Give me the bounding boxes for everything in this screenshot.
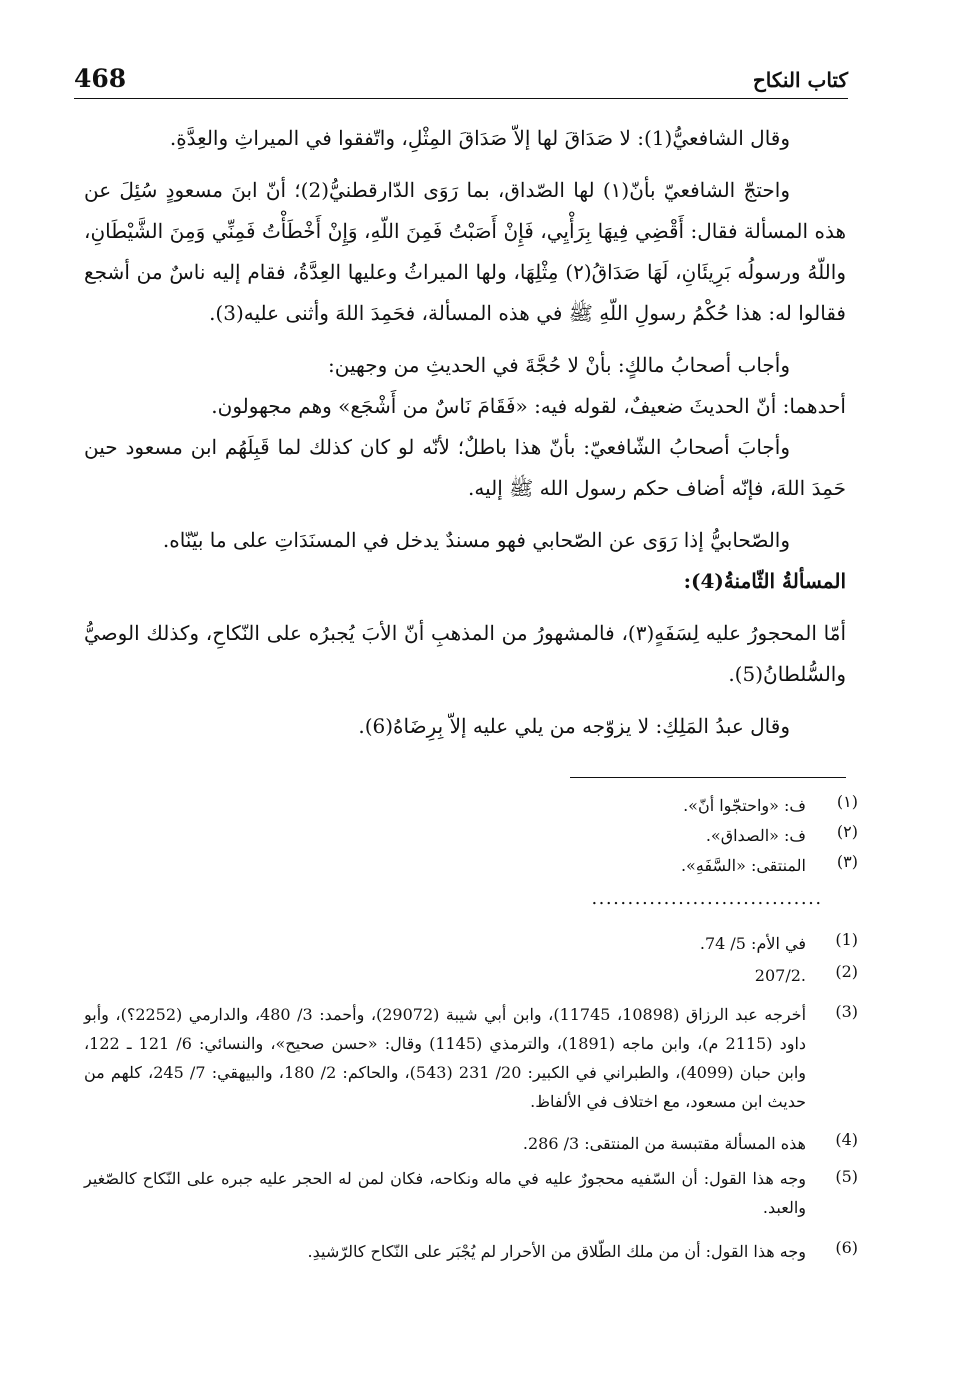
- footnote-separator-dots: ................................: [591, 888, 823, 909]
- paragraph-shafii-argument: واحتجّ الشافعيّ بأنّ(١) لها الصّداق، بما رَوَى الدّارقطنيُّ(2)؛ أنّ ابنَ مسعودٍ سُئِلَ عن هذه المسألة فقال: أَقْضِي فِيهَا بِرَأْيِي، فَإِنْ أَصَبْتُ فَمِنَ اللّهِ، وَإِنْ أَخْطَأْتُ فَمِنِّي وَمِنَ الشَّيْطَانِ، واللّهُ ورسولُه بَرِيئَانِ، لَهَا صَدَاقُ(٢) مِثْلِهَا، ولها الميراثُ وعليها العِدَّةُ، فقام إليه ناسٌ من أشجع فقالوا له: هذا حُكْمُ رسولِ اللّهِ ﷺ في هذه المسألة، فحَمِدَ اللهَ وأثنى عليه(3).: [84, 178, 846, 325]
- running-header: [74, 62, 848, 100]
- paragraph-guardianship: أمّا المحجورُ عليه لِسَفَهٍ(٣)، فالمشهورُ من المذهبِ أنّ الأبَ يُجبرُه على النّكاحِ، وكذلك الوصيُّ والسُّلطانُ(5).: [84, 621, 847, 686]
- source-footnote: وجه هذا القول: أن السّفيه محجورٌ عليه في ماله ونكاحه، فكان لمن له الحجر عليه جبره على النّكاح كالصّغير والعبد.: [84, 1169, 807, 1217]
- variant-footnote: ف: «الصداق».: [705, 826, 806, 845]
- main-text: [84, 118, 846, 747]
- footnote-rule: [570, 777, 846, 778]
- source-footnote-number: (3): [835, 1002, 858, 1021]
- source-footnote: هذه المسألة مقتبسة من المنتقى: 3/ 286.: [522, 1134, 806, 1153]
- variant-footnote: المنتقى: «السَّفَهِ».: [680, 856, 806, 875]
- section-heading: المسألةُ الثّامنةُ(4):: [683, 569, 846, 593]
- source-footnote: 207/2.: [754, 966, 806, 985]
- variant-footnote-number: (٢): [836, 822, 858, 841]
- book-title: كتاب النكاح: [752, 68, 848, 92]
- variant-footnote-number: (١): [836, 792, 858, 811]
- variant-footnote-number: (٣): [836, 852, 858, 871]
- source-footnote: وجه هذا القول: أن من ملك الطّلاق من الأحرار لم يُجْبَر على النّكاح كالرّشيدِ.: [307, 1242, 806, 1261]
- paragraph-first-reason: أحدهما: أنّ الحديثَ ضعيفٌ، لقوله فيه: «فَقَامَ نَاسٌ من أَشْجَع» وهم مجهولون.: [211, 394, 846, 418]
- source-footnote-number: (2): [835, 962, 858, 981]
- source-footnote: في الأم: 5/ 74.: [699, 934, 806, 953]
- header-rule: [74, 98, 848, 99]
- paragraph-shafii-reply: وأجابَ أصحابُ الشّافعيّ: بأنّ هذا باطلٌ؛ لأنّه لو كان كذلك لما قَبِلَهُم ابن مسعود حين حَمِدَ اللهَ، فإنّه أضاف حكم رسول الله ﷺ إليه.: [84, 435, 846, 500]
- source-footnote-number: (5): [835, 1167, 858, 1186]
- source-footnote-number: (6): [835, 1238, 858, 1257]
- paragraph-companion-narration: والصّحابيُّ إذا رَوَى عن الصّحابي فهو مسندٌ يدخل في المسنَدَاتِ على ما بيّنّاه.: [162, 528, 790, 552]
- paragraph-abdulmalik-opinion: وقال عبدُ المَلِكِ: لا يزوّجه من يلي عليه إلاّ بِرِضَاهُ(6).: [358, 714, 790, 738]
- paragraph-maliki-reply: وأجاب أصحابُ مالكٍ: بأنْ لا حُجَّةَ في الحديثِ من وجهين:: [327, 353, 790, 377]
- source-footnote-number: (4): [835, 1130, 858, 1149]
- source-footnote-number: (1): [835, 930, 858, 949]
- paragraph-shafii-opinion: وقال الشافعيُّ(1): لا صَدَاقَ لها إلاّ صَدَاقَ المِثْلِ، واتّفقوا في الميراثِ والعِدَّةِ.: [169, 126, 790, 150]
- source-footnote: أخرجه عبد الرزاق (10898، 11745)، وابن أبي شيبة (29072)، وأحمد: 3/ 480، والدارمي (2252؟)، وأبو داود (2115 م)، وابن ماجه (1891)، والترمذي (1145) وقال: «حسن صحيح»، والنسائي: 6/ 121 ـ 122، وابن حبان (4099)، والطبراني في الكبير: 20/ 231 (543)، والحاكم: 2/ 180، والبيهقي: 7/ 245، كلهم من حديث ابن مسعود، مع اختلاف في الألفاظ.: [84, 1005, 807, 1111]
- variant-footnote: ف: «واحتجّوا أنّ».: [683, 796, 806, 815]
- page-number: 468: [74, 64, 127, 93]
